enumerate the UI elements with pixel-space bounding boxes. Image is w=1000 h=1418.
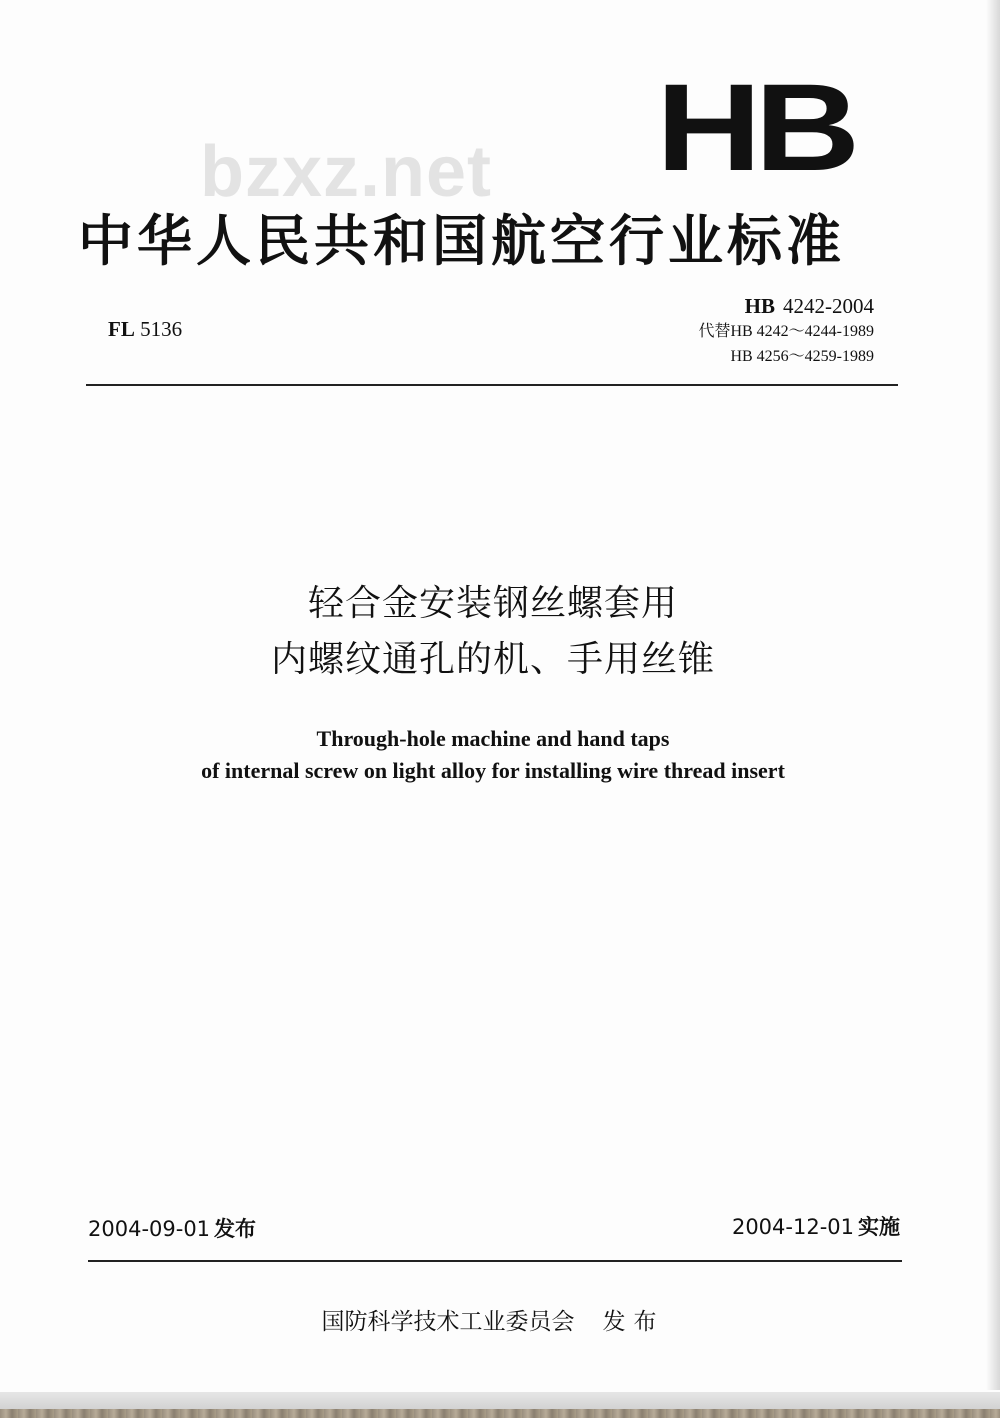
classification-prefix: FL	[108, 317, 135, 341]
chinese-title-line-1: 轻合金安装钢丝螺套用	[307, 583, 678, 624]
issue-date-label: 发布	[214, 1217, 257, 1241]
standard-number-value: 4242-2004	[783, 294, 874, 318]
publisher-action: 发布	[602, 1309, 665, 1335]
scan-bottom-texture	[0, 1409, 1000, 1418]
issue-date	[88, 1214, 256, 1244]
replaces-line-2: HB 4256～4259-1989	[730, 348, 874, 365]
classification-number: 5136	[140, 317, 183, 341]
english-title-line-2: of internal screw on light alloy for installing wire thread insert	[201, 758, 785, 783]
english-title-line-1: Through-hole machine and hand taps	[316, 726, 670, 751]
page-edge-shadow	[986, 0, 1000, 1390]
classification-code	[108, 316, 182, 342]
chinese-title-line-2: 内螺纹通孔的机、手用丝锥	[270, 639, 715, 680]
publisher-name: 国防科学技术工业委员会	[321, 1309, 575, 1335]
issue-date-value: 2004-09-01	[88, 1217, 211, 1241]
standard-number	[745, 293, 874, 319]
standard-prefix: HB	[744, 294, 775, 318]
scan-bottom-edge	[0, 1392, 1000, 1418]
effective-date-value: 2004-12-01	[731, 1215, 854, 1239]
header-divider	[86, 384, 898, 386]
watermark-text: bzxz.net	[200, 132, 493, 212]
footer-divider	[88, 1260, 902, 1262]
hb-logo: HB	[656, 59, 854, 197]
standard-category-title: 中华人民共和国航空行业标准	[78, 209, 846, 273]
effective-date	[732, 1212, 900, 1242]
publisher-line	[0, 1306, 986, 1338]
effective-date-label: 实施	[858, 1215, 900, 1239]
replaces-line-1: 代替HB 4242～4244-1989	[698, 323, 874, 340]
